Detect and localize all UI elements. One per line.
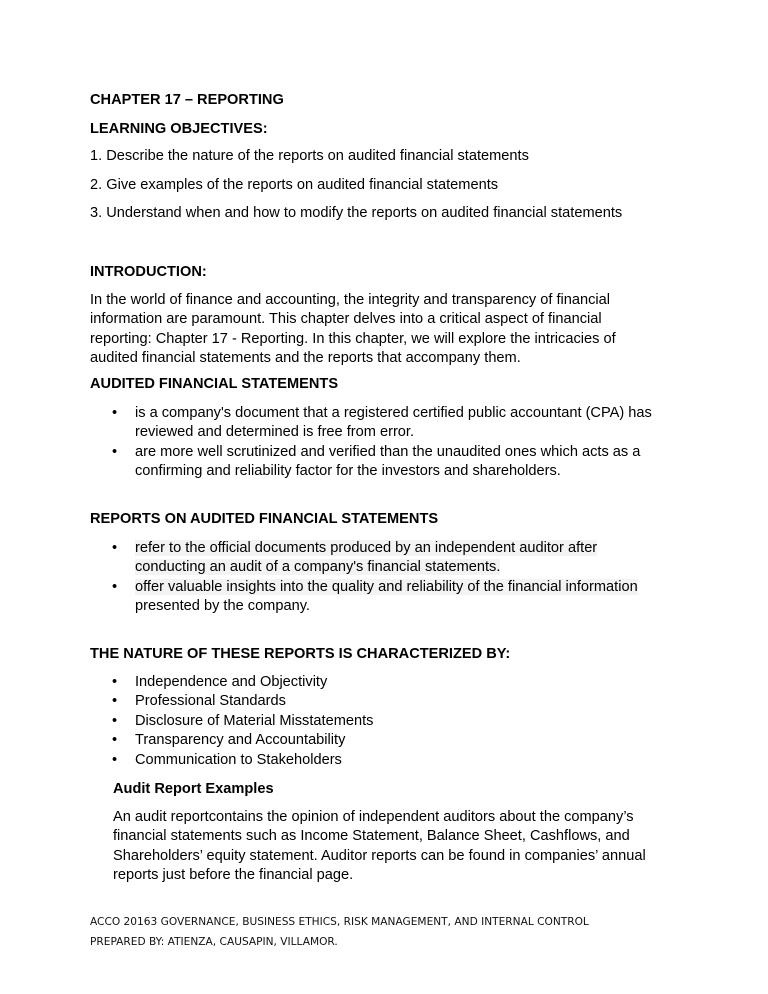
footer-course: ACCO 20163 GOVERNANCE, BUSINESS ETHICS, RISK MANAGEMENT, AND INTERNAL CONTROL — [90, 916, 589, 928]
list-item-line: is a company's document that a registered certified public accountant (CPA) has — [135, 405, 652, 421]
bullet-icon: • — [112, 578, 118, 595]
introduction-paragraph — [90, 291, 616, 369]
list-item — [90, 751, 373, 770]
bullet-icon: • — [112, 732, 118, 749]
list-item — [90, 539, 638, 578]
bullet-icon: • — [112, 751, 118, 768]
introduction-heading: INTRODUCTION: — [90, 264, 207, 280]
list-item — [90, 692, 373, 711]
bullet-icon: • — [112, 540, 118, 556]
bullet-icon: • — [112, 674, 118, 690]
list-item-line: reviewed and determined is free from error. — [135, 424, 415, 441]
introduction-line: audited financial statements and the reports that accompany them. — [90, 350, 521, 367]
list-item-line: offer valuable insights into the quality and reliability of the financial information — [135, 578, 638, 595]
list-item — [90, 443, 652, 482]
list-item-line: refer to the official documents produced by an independent auditor after — [135, 540, 598, 556]
list-item-text: Independence and Objectivity — [135, 674, 328, 690]
objective-1: 1. Describe the nature of the reports on audited financial statements — [90, 148, 529, 164]
audit-examples-line: reports just before the financial page. — [113, 867, 354, 884]
introduction-line: information are paramount. This chapter delves into a critical aspect of financial — [90, 311, 602, 328]
list-item-line: are more well scrutinized and verified than the unaudited ones which acts as a — [135, 443, 641, 460]
list-item — [90, 404, 652, 443]
audit-examples-line: An audit reportcontains the opinion of independent auditors about the company’s — [113, 809, 634, 825]
list-item-line: conducting an audit of a company's financial statements. — [135, 559, 501, 576]
bullet-icon: • — [112, 443, 118, 460]
bullet-icon: • — [112, 405, 118, 421]
reports-heading: REPORTS ON AUDITED FINANCIAL STATEMENTS — [90, 511, 439, 527]
nature-heading: THE NATURE OF THESE REPORTS IS CHARACTERIZED BY: — [90, 646, 511, 662]
list-item-text: Communication to Stakeholders — [135, 751, 342, 768]
list-item — [90, 731, 373, 750]
list-item-text: Professional Standards — [135, 693, 286, 710]
audited-fs-list — [90, 404, 652, 482]
objective-3: 3. Understand when and how to modify the reports on audited financial statements — [90, 205, 623, 221]
audit-examples-line: Shareholders’ equity statement. Auditor reports can be found in companies’ annual — [113, 847, 646, 864]
introduction-line: reporting: Chapter 17 - Reporting. In this chapter, we will explore the intricacies of — [90, 330, 616, 347]
audited-fs-heading: AUDITED FINANCIAL STATEMENTS — [90, 376, 339, 392]
list-item-line: presented by the company. — [135, 598, 310, 615]
nature-list — [90, 673, 373, 770]
introduction-line: In the world of finance and accounting, the integrity and transparency of financial — [90, 292, 611, 308]
reports-list — [90, 539, 638, 617]
objective-2: 2. Give examples of the reports on audited financial statements — [90, 177, 499, 193]
list-item — [90, 673, 373, 692]
footer-prepared-by: PREPARED BY: ATIENZA, CAUSAPIN, VILLAMOR. — [90, 936, 338, 948]
list-item — [90, 578, 638, 617]
learning-objectives-heading: LEARNING OBJECTIVES: — [90, 121, 268, 137]
audit-examples-paragraph — [113, 808, 673, 886]
list-item — [90, 712, 373, 731]
audit-examples-line: financial statements such as Income Statement, Balance Sheet, Cashflows, and — [113, 828, 630, 845]
list-item-line: confirming and reliability factor for the investors and shareholders. — [135, 463, 561, 480]
list-item-text: Transparency and Accountability — [135, 732, 346, 749]
bullet-icon: • — [112, 712, 118, 729]
list-item-text: Disclosure of Material Misstatements — [135, 712, 374, 729]
chapter-title: CHAPTER 17 – REPORTING — [90, 92, 284, 108]
audit-examples-heading: Audit Report Examples — [113, 781, 274, 797]
bullet-icon: • — [112, 693, 118, 710]
